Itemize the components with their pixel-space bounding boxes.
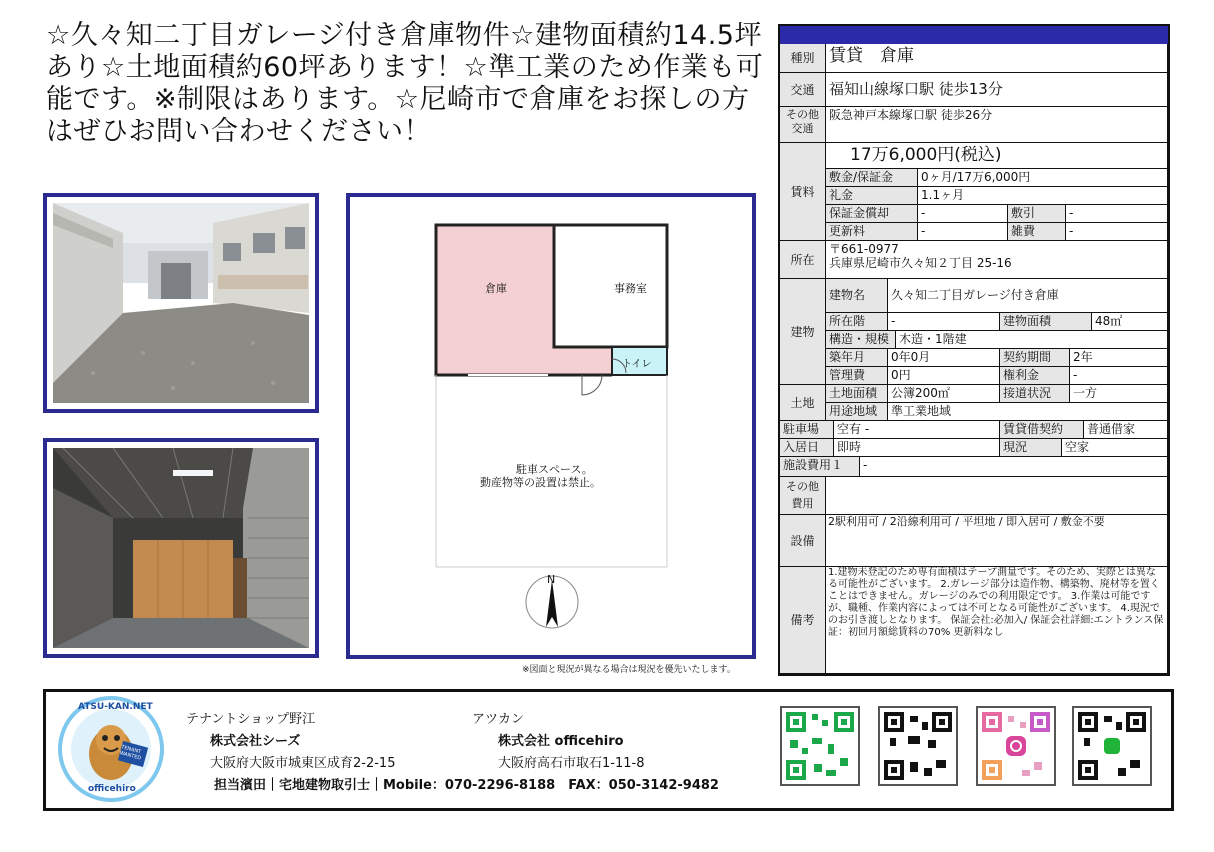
address: 兵庫県尼崎市久々知２丁目 25-16 xyxy=(829,256,1012,270)
misc-fee-value: - xyxy=(1066,223,1168,241)
status-label: 現況 xyxy=(1000,439,1062,457)
logo-top-text: ATSU-KAN.NET xyxy=(78,702,153,712)
logo-bottom-text: officehiro xyxy=(88,784,136,794)
built-label: 築年月 xyxy=(826,349,888,367)
road-label: 接道状況 xyxy=(1000,385,1070,403)
toilet-label: トイレ xyxy=(622,359,652,370)
renewal-label: 更新料 xyxy=(826,223,918,241)
headline: ☆久々知二丁目ガレージ付き倉庫物件☆建物面積約14.5坪あり☆土地面積約60坪あります！☆準工業のため作業も可能です。※制限はあります。☆尼崎市で倉庫をお探しの方はぜひお問い合わせください！ xyxy=(46,20,764,147)
rent-label: 賃料 xyxy=(780,143,826,241)
facility-label: 施設費用１ xyxy=(780,457,860,477)
logo-badge-text: TENANT WANTED xyxy=(118,744,142,762)
parking-value: 空有 - xyxy=(834,421,1000,439)
office-label: 事務室 xyxy=(614,282,647,295)
zoning-value: 準工業地域 xyxy=(888,403,1168,421)
postal-code: 〒661-0977 xyxy=(829,242,899,256)
footer xyxy=(43,689,1174,811)
qr-code-2[interactable] xyxy=(878,706,958,786)
other-access-value: 阪急神戸本線塚口駅 徒歩26分 xyxy=(826,107,1168,143)
road-value: 一方 xyxy=(1070,385,1168,403)
deposit-label: 敷金/保証金 xyxy=(826,169,918,187)
term-label: 契約期間 xyxy=(1000,349,1070,367)
company1-address: 大阪府大阪市城東区成育2-2-15 xyxy=(210,756,396,771)
exterior-photo xyxy=(43,193,319,413)
shikibiki-label: 敷引 xyxy=(1008,205,1066,223)
larea-value: 公簿200㎡ xyxy=(888,385,1000,403)
property-info-table xyxy=(778,24,1170,676)
equipment-value: 2駅利用可 / 2沿線利用可 / 平坦地 / 即入居可 / 敷金不要 xyxy=(826,515,1168,567)
parking-label: 駐車場 xyxy=(780,421,834,439)
building-label: 建物 xyxy=(780,279,826,385)
parking-note: 動産物等の設置は禁止。 xyxy=(480,476,601,489)
other-cost-value xyxy=(826,477,1168,515)
company-logo xyxy=(58,696,164,802)
type-value: 賃貸 倉庫 xyxy=(826,44,1168,73)
status-value: 空家 xyxy=(1062,439,1168,457)
key-money-value: 1.1ヶ月 xyxy=(918,187,1168,205)
company1-name: 株式会社シーズ xyxy=(210,734,301,749)
warehouse-label: 倉庫 xyxy=(485,282,507,295)
structure-label: 構造・規模 xyxy=(826,331,896,349)
built-value: 0年0月 xyxy=(888,349,1000,367)
rent-value: 17万6,000円(税込) xyxy=(826,143,1168,169)
floor-value: - xyxy=(888,313,1000,331)
qr-code-line[interactable] xyxy=(1072,706,1152,786)
mgmt-label: 管理費 xyxy=(826,367,888,385)
barea-value: 48㎡ xyxy=(1092,313,1168,331)
guarantee-dep-value: - xyxy=(918,205,1008,223)
land-label: 土地 xyxy=(780,385,826,421)
renewal-value: - xyxy=(918,223,1008,241)
shop-name: テナントショップ野江 xyxy=(186,712,316,727)
company2-address: 大阪府高石市取石1-11-8 xyxy=(498,756,645,771)
barea-label: 建物面積 xyxy=(1000,313,1092,331)
structure-value: 木造・1階建 xyxy=(896,331,1168,349)
facility-value: - xyxy=(860,457,1168,477)
access-value: 福知山線塚口駅 徒歩13分 xyxy=(826,73,1168,107)
movein-label: 入居日 xyxy=(780,439,834,457)
guarantee-dep-label: 保証金償却 xyxy=(826,205,918,223)
lease-label: 賃貸借契約 xyxy=(1000,421,1084,439)
rights-label: 権利金 xyxy=(1000,367,1070,385)
brand2-name: アツカン xyxy=(472,712,525,727)
north-label: N xyxy=(547,573,556,586)
contact-line: 担当濱田｜宅地建物取引士｜Mobile：070-2296-8188 FAX：050-3142-9482 xyxy=(214,778,719,793)
table-header-bar xyxy=(780,26,1168,44)
term-value: 2年 xyxy=(1070,349,1168,367)
movein-value: 即時 xyxy=(834,439,1000,457)
other-access-label: その他交通 xyxy=(780,107,826,143)
company2-name: 株式会社 officehiro xyxy=(498,734,624,749)
rights-value: - xyxy=(1070,367,1168,385)
floor-label: 所在階 xyxy=(826,313,888,331)
key-money-label: 礼金 xyxy=(826,187,918,205)
bname-value: 久々知二丁目ガレージ付き倉庫 xyxy=(888,279,1168,313)
shikibiki-value: - xyxy=(1066,205,1168,223)
deposit-value: 0ヶ月/17万6,000円 xyxy=(918,169,1168,187)
bname-label: 建物名 xyxy=(826,279,888,313)
parking-label: 駐車スペース。 xyxy=(516,463,593,476)
remarks-value: 1.建物未登記のため専有面積はテープ測量です。そのため、実際とは異なる可能性がございます。 2.ガレージ部分は造作物、構築物、廃材等を置くことはできません。ガレージのみでの利用限定です。 3.作業は可能ですが、職種、作業内容によっては不可となる可能性がございます。 4.現況でのお引き渡しとなります。 保証会社:必加入/ 保証会社詳細:エントランス保証：初回月額総賃料の70% 更新料なし xyxy=(826,567,1168,674)
location-label: 所在 xyxy=(780,241,826,279)
lease-value: 普通借家 xyxy=(1084,421,1168,439)
zoning-label: 用途地域 xyxy=(826,403,888,421)
type-label: 種別 xyxy=(780,44,826,73)
mgmt-value: 0円 xyxy=(888,367,1000,385)
remarks-label: 備考 xyxy=(780,567,826,674)
other-cost-label: その他費用 xyxy=(780,477,826,515)
larea-label: 土地面積 xyxy=(826,385,888,403)
misc-fee-label: 雑費 xyxy=(1008,223,1066,241)
plan-note: ※図面と現況が異なる場合は現況を優先いたします。 xyxy=(522,665,736,675)
access-label: 交通 xyxy=(780,73,826,107)
interior-photo xyxy=(43,438,319,658)
qr-code-1[interactable] xyxy=(780,706,860,786)
qr-code-instagram[interactable] xyxy=(976,706,1056,786)
location-value xyxy=(826,241,1168,279)
floor-plan xyxy=(346,193,756,659)
equipment-label: 設備 xyxy=(780,515,826,567)
